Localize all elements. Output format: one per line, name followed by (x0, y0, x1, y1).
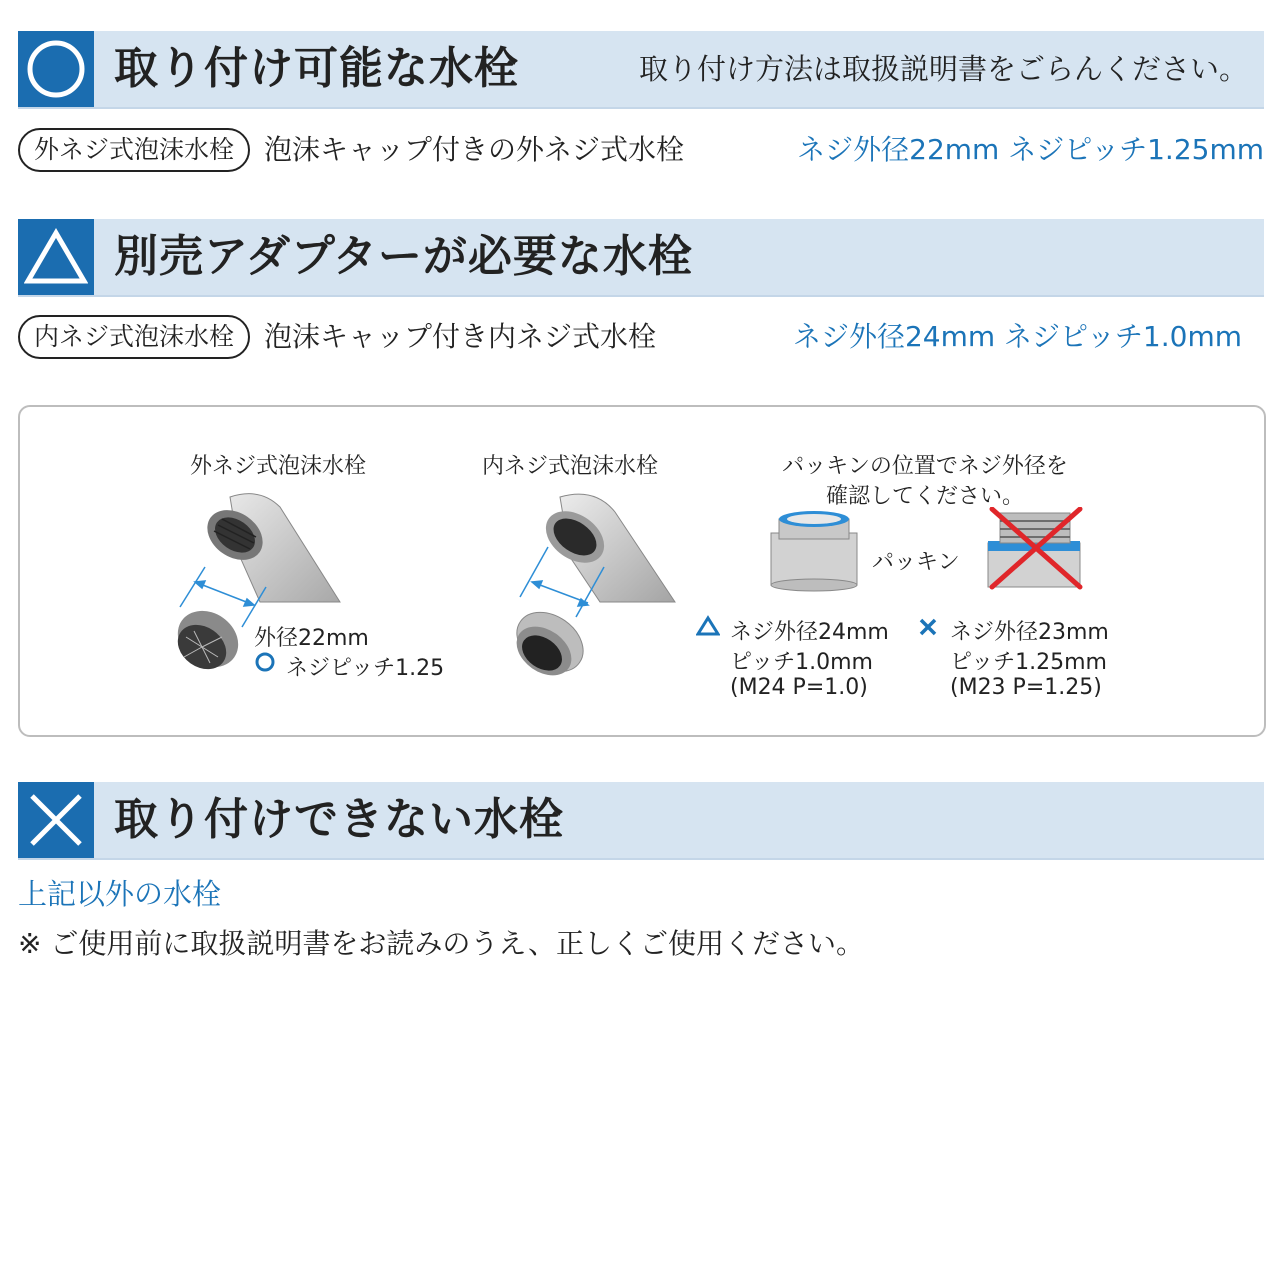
section-title: 取り付けできない水栓 (114, 794, 564, 845)
section-title: 別売アダプターが必要な水栓 (114, 231, 693, 282)
section-header-compatible (18, 31, 1264, 109)
gasket-correct-illustration (765, 507, 865, 593)
adapter-spec-diameter: ネジ外径24mm (730, 620, 889, 645)
section-header-incompatible (18, 782, 1264, 860)
outer-diameter-label: 外径22mm (254, 626, 369, 651)
incompatible-subtitle: 上記以外の水栓 (18, 877, 222, 911)
faucet-diagram-panel (18, 405, 1266, 737)
faucet-type-badge: 内ネジ式泡沫水栓 (18, 315, 250, 359)
cross-icon (918, 617, 938, 643)
faucet-type-description: 泡沫キャップ付きの外ネジ式水栓 (264, 133, 685, 166)
section-title: 取り付け可能な水栓 (114, 43, 519, 94)
outer-thread-label: 外ネジ式泡沫水栓 (190, 454, 367, 479)
faucet-type-row (18, 128, 1264, 172)
instruction-line-2: 確認してください。 (825, 484, 1024, 509)
section-note: 取り付け方法は取扱説明書をごらんください。 (638, 52, 1248, 86)
incompatible-spec-pitch: ピッチ1.25mm (950, 650, 1107, 675)
thread-spec: ネジ外径24mm ネジピッチ1.0mm (792, 320, 1242, 353)
usage-note: ※ ご使用前に取扱説明書をお読みのうえ、正しくご使用ください。 (18, 927, 865, 960)
incompatible-spec-diameter: ネジ外径23mm (950, 620, 1109, 645)
inner-thread-faucet-illustration (480, 487, 710, 697)
faucet-type-row (18, 315, 1264, 359)
adapter-spec-pitch: ピッチ1.0mm (730, 650, 873, 675)
triangle-icon (18, 219, 94, 295)
adapter-spec-code: (M24 P=1.0) (730, 675, 868, 700)
gasket-label: パッキン (872, 550, 960, 575)
thread-pitch-label: ネジピッチ1.25 (286, 656, 445, 681)
instruction-line-1: パッキンの位置でネジ外径を (782, 454, 1068, 479)
incompatible-spec-code: (M23 P=1.25) (950, 675, 1102, 700)
triangle-icon (696, 615, 720, 643)
inner-thread-label: 内ネジ式泡沫水栓 (482, 454, 659, 479)
cross-icon (18, 782, 94, 858)
circle-icon (254, 651, 276, 679)
section-header-adapter-required (18, 219, 1264, 297)
faucet-type-description: 泡沫キャップ付き内ネジ式水栓 (264, 320, 657, 353)
circle-icon (18, 31, 94, 107)
faucet-type-badge: 外ネジ式泡沫水栓 (18, 128, 250, 172)
thread-spec: ネジ外径22mm ネジピッチ1.25mm (797, 133, 1264, 166)
gasket-incorrect-illustration (982, 507, 1092, 593)
